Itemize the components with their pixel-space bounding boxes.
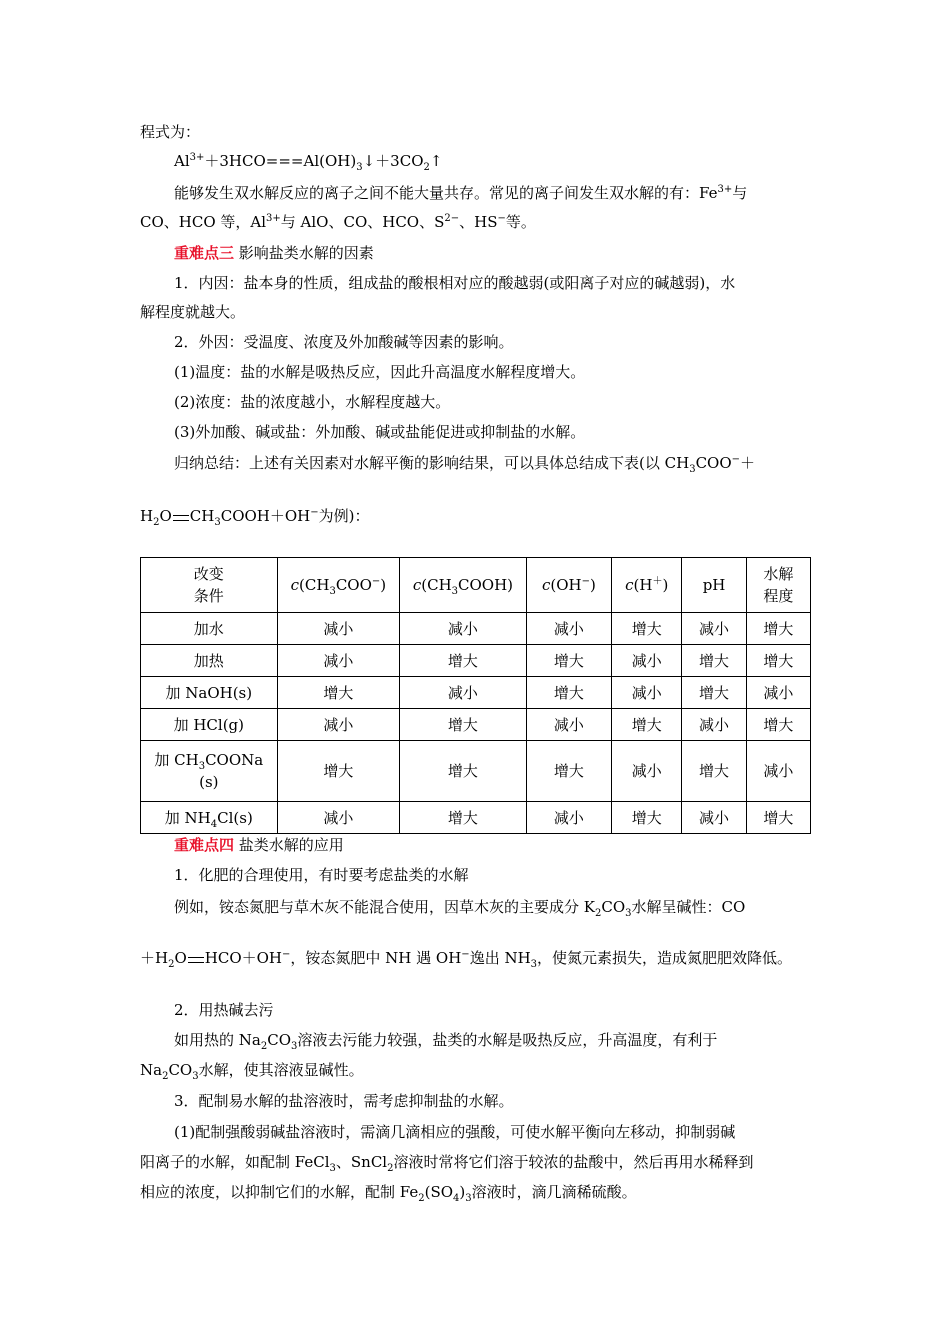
text: (H (633, 576, 653, 594)
text: COOH) (458, 576, 514, 594)
sup: − (461, 949, 470, 960)
text: ) (589, 576, 596, 594)
sub: 2 (168, 959, 175, 970)
sub: 3 (451, 586, 459, 597)
text: CO (267, 1031, 291, 1049)
text: (s) (199, 773, 219, 791)
text: 、SnCl (335, 1153, 388, 1171)
cond-cell: 加 NaOH(s) (141, 677, 278, 709)
cond-cell: 加水 (141, 613, 278, 645)
text: 如用热的 Na (174, 1031, 261, 1049)
value-cell: 减小 (400, 613, 527, 645)
equilibrium-arrow-icon (188, 952, 204, 966)
sub: 2 (418, 1193, 425, 1204)
table-row (141, 677, 811, 709)
s3-p2 (174, 331, 514, 353)
header-cell (682, 558, 746, 613)
value-cell: 减小 (277, 802, 400, 834)
text: 溶液时，滴几滴稀硫酸。 (471, 1183, 637, 1201)
sup: − (581, 576, 590, 587)
text: 与 AlO、CO、HCO、S (280, 213, 445, 231)
text: ) (380, 576, 387, 594)
text: pH (702, 576, 726, 594)
text: 例如，铵态氮肥与草木灰不能混合使用，因草木灰的主要成分 K (174, 898, 595, 916)
sub: 4 (210, 818, 218, 830)
s4-p3 (174, 999, 274, 1021)
value-cell: 减小 (400, 677, 527, 709)
sub: 3 (214, 517, 221, 528)
text: 溶液时常将它们溶于较浓的盐酸中，然后再用水稀释到 (393, 1153, 754, 1171)
value-cell: 减小 (277, 645, 400, 677)
sub: 2 (153, 517, 160, 528)
text: 为例)： (318, 507, 370, 525)
c-symbol: c (290, 576, 300, 594)
s3-p5 (174, 421, 585, 443)
value-cell: 增大 (682, 741, 746, 802)
text: 解程度就越大。 (140, 303, 246, 321)
sub: 3 (329, 1163, 336, 1174)
s3-p1a (174, 272, 735, 294)
sup: − (282, 949, 291, 960)
c-symbol: c (541, 576, 551, 594)
sub: 2 (162, 1071, 169, 1082)
header-cell (400, 558, 527, 613)
value-cell: 减小 (277, 613, 400, 645)
s4-p6b (140, 1151, 754, 1173)
value-cell: 减小 (682, 802, 746, 834)
eq-sub: 2 (423, 162, 430, 173)
text: 2．用热碱去污 (174, 1001, 274, 1019)
sub: 3 (291, 1041, 298, 1052)
intro-para-line-1 (174, 182, 747, 204)
value-cell: 增大 (746, 709, 810, 741)
header-cell (526, 558, 611, 613)
cond-cell: 加热 (141, 645, 278, 677)
text: H (140, 507, 154, 525)
s3-p1b (140, 301, 245, 323)
value-cell: 减小 (277, 709, 400, 741)
table-row (141, 613, 811, 645)
value-cell: 增大 (400, 741, 527, 802)
sup: − (310, 507, 319, 518)
text: 加 CH (154, 751, 199, 769)
text: 2．外因：受温度、浓度及外加酸碱等因素的影响。 (174, 333, 514, 351)
text: Cl(s) (217, 808, 253, 827)
s3-summary-a (174, 452, 755, 474)
value-cell: 减小 (612, 741, 682, 802)
s4-p2a (174, 896, 745, 918)
text: ) (459, 1183, 466, 1201)
header-cell (612, 558, 682, 613)
table-header-row (141, 558, 811, 613)
s4-p2b (140, 947, 792, 969)
value-cell: 增大 (746, 613, 810, 645)
text: CH (189, 507, 215, 525)
text: ＋ (740, 454, 756, 472)
text: 阳离子的水解，如配制 FeCl (140, 1153, 330, 1171)
value-cell: 增大 (526, 677, 611, 709)
text: (CH (421, 576, 452, 594)
hydrolysis-table (140, 557, 811, 834)
sub: 3 (192, 1071, 199, 1082)
value-cell: 增大 (682, 677, 746, 709)
text: 水解，使其溶液显碱性。 (198, 1061, 364, 1079)
s3-p3 (174, 361, 585, 383)
text: (1)温度：盐的水解是吸热反应，因此升高温度水解程度增大。 (174, 363, 586, 381)
text: O (174, 949, 187, 967)
s4-p6c (140, 1181, 637, 1203)
s4-p4a (174, 1029, 717, 1051)
sup: 3+ (717, 184, 733, 195)
s4-p1 (174, 864, 469, 886)
text: (1)配制强酸弱碱盐溶液时，需滴几滴相应的强酸，可使水解平衡向左移动，抑制弱碱 (174, 1123, 736, 1141)
sub: 2 (260, 1041, 268, 1052)
s4-p4b (140, 1059, 364, 1081)
text: 逸出 NH (469, 949, 531, 967)
value-cell: 减小 (682, 613, 746, 645)
text: COO (335, 576, 372, 594)
text: HCO＋OH (204, 949, 283, 967)
text: 1．内因：盐本身的性质，组成盐的酸根相对应的酸越弱(或阳离子对应的碱越弱)，水 (174, 274, 736, 292)
text: ) (662, 576, 669, 594)
text: 加 NH (164, 808, 211, 827)
section4-title: 盐类水解的应用 (234, 836, 344, 854)
sub: 3 (530, 959, 538, 970)
value-cell: 增大 (682, 645, 746, 677)
value-cell: 减小 (526, 613, 611, 645)
c-symbol: c (625, 576, 634, 594)
text: COONa (205, 751, 264, 769)
cond-cell: 加 HCl(g) (141, 709, 278, 741)
table-row (141, 802, 811, 834)
down-arrow-icon: ↓ (362, 152, 376, 170)
value-cell: 增大 (526, 645, 611, 677)
text: 与 (732, 184, 748, 202)
sup: 2− (444, 213, 460, 224)
intro-line-1 (140, 121, 200, 143)
text: (3)外加酸、碱或盐：外加酸、碱或盐能促进或抑制盐的水解。 (174, 423, 586, 441)
value-cell: 增大 (277, 741, 400, 802)
text: (SO (424, 1183, 454, 1201)
text: ＋H (140, 949, 169, 967)
text: 归纳总结：上述有关因素对水解平衡的影响结果，可以具体总结成下表(以 CH (174, 454, 690, 472)
text: 相应的浓度，以抑制它们的水解，配制 Fe (140, 1183, 419, 1201)
intro-text: 程式为： (140, 123, 201, 141)
intro-para-line-2 (140, 211, 536, 233)
value-cell: 减小 (612, 677, 682, 709)
cond-cell (141, 802, 278, 834)
sub: 3 (689, 464, 696, 475)
sup: − (371, 576, 381, 587)
text: CO (168, 1061, 193, 1079)
value-cell: 减小 (746, 677, 810, 709)
section3-label: 重难点三 (174, 244, 235, 262)
sub: 2 (594, 908, 602, 919)
section4-label: 重难点四 (174, 836, 235, 854)
value-cell: 减小 (612, 645, 682, 677)
up-arrow-icon: ↑ (429, 152, 443, 170)
text: 3．配制易水解的盐溶液时，需考虑抑制盐的水解。 (174, 1092, 514, 1110)
section3-heading (174, 242, 374, 264)
value-cell: 增大 (400, 802, 527, 834)
table-row (141, 645, 811, 677)
c-symbol: c (412, 576, 422, 594)
value-cell: 增大 (612, 613, 682, 645)
section4-heading (174, 834, 344, 856)
equilibrium-arrow-icon (173, 510, 189, 524)
header-cell (746, 558, 810, 613)
value-cell: 减小 (526, 802, 611, 834)
text: ，铵态氮肥中 NH 遇 OH (290, 949, 462, 967)
text: (OH (550, 576, 582, 594)
value-cell: 增大 (612, 802, 682, 834)
sub: 3 (465, 1193, 472, 1204)
sub: 3 (625, 908, 632, 919)
eq-part: Al (174, 152, 190, 170)
section3-title: 影响盐类水解的因素 (234, 244, 374, 262)
eq-sub: 3 (356, 162, 363, 173)
header-cell (141, 558, 278, 613)
text: 水解呈碱性：CO (631, 898, 746, 916)
text: (2)浓度：盐的浓度越小，水解程度越大。 (174, 393, 451, 411)
text: 水解 (763, 565, 794, 583)
sup: ＋ (652, 576, 663, 587)
s4-p6a (174, 1121, 735, 1143)
cond-cell (141, 741, 278, 802)
eq-sup: 3+ (189, 152, 205, 163)
text: 程度 (763, 587, 794, 605)
equation-line (174, 150, 442, 172)
eq-part: ＋3HCO===Al(OH) (204, 152, 357, 170)
text: CO (601, 898, 626, 916)
sup: − (497, 213, 506, 224)
text: 能够发生双水解反应的离子之间不能大量共存。常见的离子间发生双水解的有：Fe (174, 184, 718, 202)
value-cell: 增大 (400, 645, 527, 677)
value-cell: 减小 (526, 709, 611, 741)
value-cell: 增大 (612, 709, 682, 741)
value-cell: 增大 (277, 677, 400, 709)
s3-p4 (174, 391, 450, 413)
value-cell: 增大 (400, 709, 527, 741)
eq-part: ＋3CO (375, 152, 424, 170)
value-cell: 增大 (746, 802, 810, 834)
value-cell: 减小 (682, 709, 746, 741)
text: 条件 (193, 587, 224, 605)
header-cell (277, 558, 400, 613)
value-cell: 减小 (746, 741, 810, 802)
text: COO (695, 454, 732, 472)
text: Na (140, 1061, 163, 1079)
sup: − (731, 454, 741, 465)
table-row (141, 741, 811, 802)
value-cell: 增大 (526, 741, 611, 802)
sub: 3 (198, 761, 206, 772)
s3-summary-b (140, 505, 370, 527)
sub: 4 (453, 1193, 460, 1204)
text: COOH＋OH (220, 507, 311, 525)
text: ，使氮元素损失，造成氮肥肥效降低。 (537, 949, 793, 967)
s4-p5 (174, 1090, 514, 1112)
sub: 2 (387, 1163, 394, 1174)
text: 等。 (505, 213, 536, 231)
value-cell: 增大 (746, 645, 810, 677)
sup: 3+ (266, 213, 281, 224)
text: 溶液去污能力较强，盐类的水解是吸热反应，升高温度，有利于 (297, 1031, 718, 1049)
table-row (141, 709, 811, 741)
text: 改变 (193, 565, 224, 583)
text: O (159, 507, 172, 525)
text: 1．化肥的合理使用，有时要考虑盐类的水解 (174, 866, 469, 884)
sub: 3 (329, 586, 336, 597)
text: (CH (299, 576, 330, 594)
text: 、HS (459, 213, 498, 231)
text: CO、HCO 等，Al (140, 213, 267, 231)
